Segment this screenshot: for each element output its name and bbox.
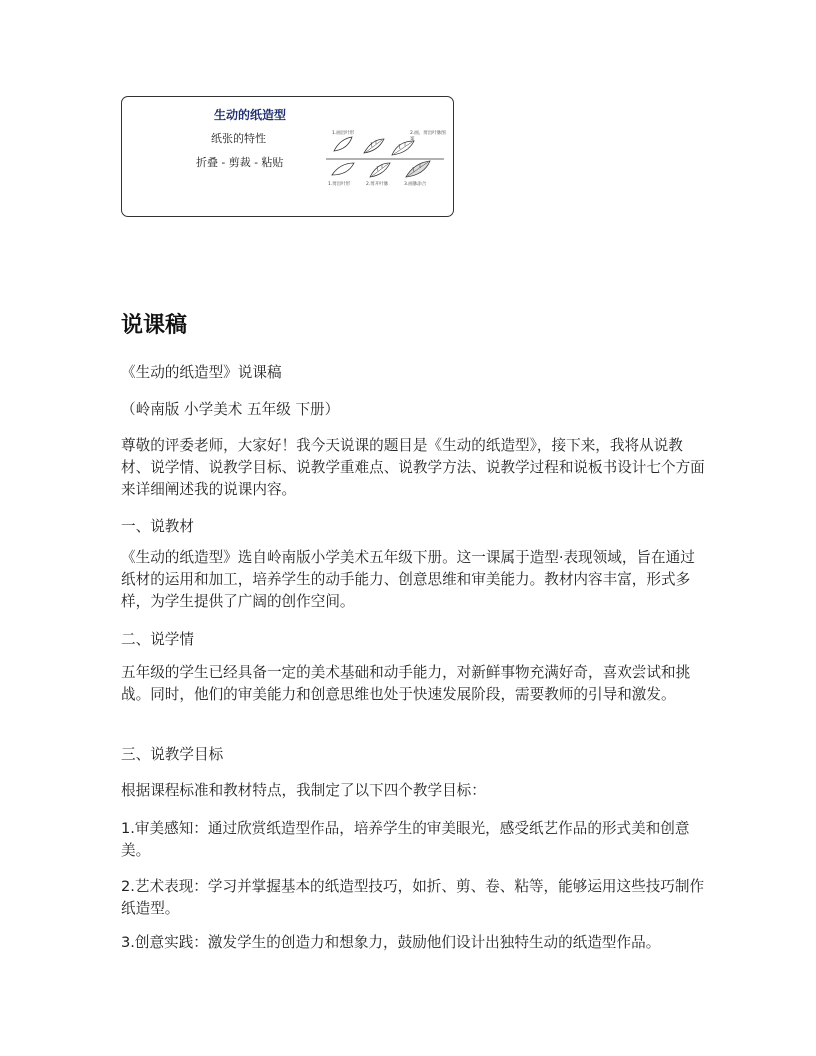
board-title: 生动的纸造型 (214, 108, 287, 122)
paragraph-objectives-intro: 根据课程标准和教材特点，我制定了以下四个教学目标： (121, 782, 486, 799)
sketch-label: 3.画脉添合 (404, 182, 427, 187)
leaf-sketch-illustration (322, 127, 447, 189)
paragraph-textbook: 《生动的纸造型》选自岭南版小学美术五年级下册。这一课属于造型·表现领域，旨在通过纸材的运用和加工，培养学生的动手能力、创意思维和审美能力。教材内容丰富，形式多样，为学生提供了广阔的创作空间。 (121, 549, 695, 610)
paragraph-intro: 尊敬的评委老师，大家好！我今天说课的题目是《生动的纸造型》，接下来，我将从说教材、说学情、说教学目标、说教学重难点、说教学方法、说教学过程和说板书设计七个方面来详细阐述我的说课内容。 (121, 437, 705, 498)
board-subtitle: 纸张的特性 (211, 132, 266, 145)
board-steps: 折叠 - 剪裁 - 粘贴 (196, 156, 284, 169)
objective-item: 2.艺术表现：学习并掌握基本的纸造型技巧，如折、剪、卷、粘等，能够运用这些技巧制作纸造型。 (121, 878, 705, 917)
section-heading-objectives: 三、说教学目标 (121, 746, 224, 763)
section-heading-students: 二、说学情 (121, 631, 194, 648)
paragraph-title: 《生动的纸造型》说课稿 (121, 364, 282, 381)
paragraph-edition: （岭南版 小学美术 五年级 下册） (121, 401, 340, 418)
section-heading-textbook: 一、说教材 (121, 518, 194, 535)
objective-item: 1.审美感知：通过欣赏纸造型作品，培养学生的审美眼光，感受纸艺作品的形式美和创意美。 (121, 820, 690, 859)
blackboard-design-figure (121, 96, 454, 217)
paragraph-students: 五年级的学生已经具备一定的美术基础和动手能力，对新鲜事物充满好奇，喜欢尝试和挑战。同时，他们的审美能力和创意思维也处于快速发展阶段，需要教师的引导和激发。 (121, 664, 691, 703)
objective-item: 3.创意实践：激发学生的创造力和想象力，鼓励他们设计出独特生动的纸造型作品。 (121, 934, 661, 951)
page-heading: 说课稿 (121, 313, 188, 338)
sketch-label: 2.剪开叶脉 (366, 182, 389, 187)
sketch-label: 1.剪出叶形 (328, 182, 351, 187)
sketch-label: 1.画出叶形 (332, 131, 355, 136)
sketch-label: 2.画、剪出叶脉图案 (410, 131, 446, 142)
